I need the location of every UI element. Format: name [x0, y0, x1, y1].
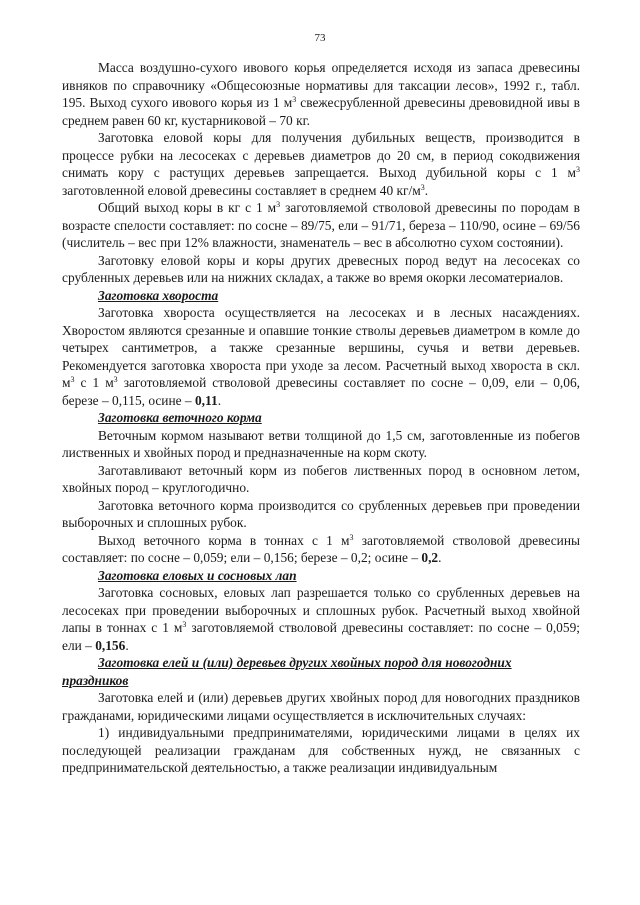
paragraph	[62, 252, 580, 287]
text-run: заготовленной еловой древесины составляет в среднем 40 кг/м	[62, 182, 421, 198]
text-run: заготовляемой стволовой древесины по породам в возрасте спелости составляет: по сосне – 89/75, ели – 91/71, береза – 110/90, осине – 69/56 (числитель – вес при 12% влажности, знаменатель – вес в абсолютно сухом состоянии).	[62, 200, 580, 250]
text-run: .	[438, 550, 442, 565]
paragraph	[62, 304, 580, 409]
superscript: 3	[292, 95, 297, 104]
text-run: свежесрубленной древесины древовидной ивы в среднем равен 60 кг, кустарниковой – 70 кг.	[62, 95, 581, 128]
section-heading: Заготовка веточного корма	[98, 410, 262, 425]
section-heading: Заготовка елей и (или) деревьев других хвойных пород для новогодних праздников	[62, 655, 512, 688]
text-run: с 1 м	[74, 375, 114, 390]
paragraph	[62, 129, 580, 199]
page-number: 73	[314, 32, 326, 44]
text-run: 1) индивидуальными предпринимателями, юридическими лицами в целях их последующей реализации гражданам для собственных нужд, не связанных с предпринимательской деятельностью, а также реализации индивидуальным	[62, 725, 580, 775]
paragraph	[62, 462, 580, 497]
text-run: Заготовка сосновых, еловых лап разрешается только со срубленных деревьев на лесосеках при проведении выборочных и сплошных рубок. Расчетный выход хвойной лапы в тоннах с 1 м	[62, 585, 580, 635]
superscript: 3	[276, 200, 281, 209]
superscript: 3	[420, 182, 425, 192]
text-run: Заготавливают веточный корм из побегов лиственных пород в основном летом, хвойных пород – круглогодично.	[62, 462, 580, 495]
text-run: Заготовку еловой коры и коры других древесных пород ведут на лесосеках со срубленных деревьев или на нижних складах, а также во время окорки лесоматериалов.	[62, 252, 580, 285]
superscript: 3	[182, 620, 187, 629]
text-run: .	[125, 637, 129, 653]
text-run: Заготовка еловой коры для получения дубильных веществ, производится в процессе рубки на лесосеках с деревьев диаметров до 20 см, в период сокодвижения снимать кору с растущих деревьев запрещается. Выход дубильной коры с 1 м	[62, 130, 580, 180]
section-heading: Заготовка хвороста	[98, 287, 219, 303]
paragraph	[62, 689, 580, 724]
superscript: 3	[113, 375, 118, 384]
page-body	[62, 59, 580, 777]
paragraph	[62, 532, 580, 567]
text-run: .	[424, 182, 429, 198]
text-run: заготовляемой стволовой древесины составляет: по сосне – 0,059; ели –	[62, 620, 580, 653]
bold-value: 0,156	[95, 637, 126, 653]
text-run: Заготовка елей и (или) деревьев других хвойных пород для новогодних праздников гражданами, юридическими лицами осуществляется в исключительных случаях:	[62, 690, 580, 723]
text-run: Заготовка хвороста осуществляется на лесосеках и в лесных насаждениях. Хворостом являются срезанные и опавшие тонкие стволы деревьев диаметром в комле до четырех сантиметров, а также срезанные вершины, сучья и ветви деревьев. Рекомендуется заготовка хвороста при уходе за лесом. Расчетный выход хвороста в скл. м	[62, 305, 580, 390]
section-heading: Заготовка еловых и сосновых лап	[98, 567, 297, 583]
superscript: 3	[70, 375, 75, 384]
paragraph	[62, 199, 580, 252]
text-run: заготовляемой стволовой древесины составляет по сосне – 0,09, ели – 0,06, березе – 0,115, осине –	[62, 375, 581, 408]
bold-value: 0,11	[194, 392, 218, 408]
text-run: Общий выход коры в кг с 1 м	[98, 200, 277, 215]
paragraph	[62, 497, 580, 532]
superscript: 3	[576, 165, 580, 174]
text-run: Веточным кормом называют ветви толщиной до 1,5 см, заготовленные из побегов лиственных и хвойных пород и предназначенные на корм скоту.	[62, 427, 580, 460]
bold-value: 0,2	[421, 550, 439, 565]
paragraph	[62, 427, 580, 462]
paragraph	[62, 724, 580, 777]
paragraph	[62, 584, 580, 654]
text-run: Масса воздушно-сухого ивового корья определяется исходя из запаса древесины ивняков по справочнику «Общесоюзные нормативы для таксации лесов», 1992 г., табл. 195. Выход сухого ивового корья из 1 м	[62, 60, 580, 110]
text-run: заготовляемой стволовой древесины составляет: по сосне – 0,059; ели – 0,156; березе – 0,2; осине –	[62, 532, 580, 565]
text-run: Выход веточного корма в тоннах с 1 м	[98, 532, 350, 548]
text-run: Заготовка веточного корма производится со срубленных деревьев при проведении выборочных и сплошных рубок.	[62, 497, 580, 530]
text-run: .	[217, 392, 222, 408]
paragraph	[62, 59, 580, 129]
superscript: 3	[349, 532, 354, 542]
